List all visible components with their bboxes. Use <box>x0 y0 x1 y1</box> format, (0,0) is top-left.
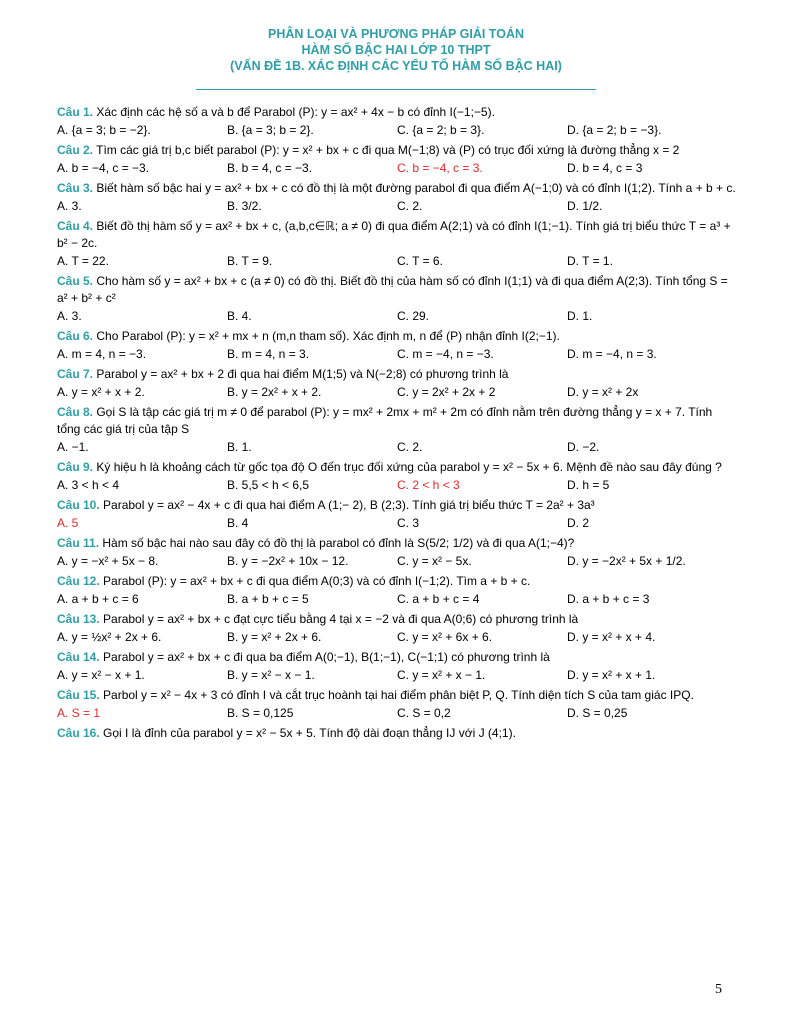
question-label: Câu 4. <box>57 219 94 233</box>
answer-option[interactable]: B. y = x² − x − 1. <box>227 668 315 682</box>
answer-option[interactable]: A. {a = 3; b = −2}. <box>57 123 151 137</box>
answer-option[interactable]: D. {a = 2; b = −3}. <box>567 123 662 137</box>
answer-options <box>57 346 737 363</box>
question-item <box>57 180 737 215</box>
question-label: Câu 8. <box>57 405 94 419</box>
question-text: Parabol y = ax² + bx + c đi qua ba điểm A(0;−1), B(1;−1), C(−1;1) có phương trình là <box>99 650 550 664</box>
answer-option[interactable]: B. 1. <box>227 440 252 454</box>
question-label: Câu 14. <box>57 650 100 664</box>
answer-option[interactable]: C. a + b + c = 4 <box>397 592 480 606</box>
answer-option[interactable]: C. 2. <box>397 199 423 213</box>
question-label: Câu 13. <box>57 612 100 626</box>
answer-option[interactable]: C. y = x² + x − 1. <box>397 668 486 682</box>
answer-option[interactable]: C. 3 <box>397 516 420 530</box>
question-text: Cho Parabol (P): y = x² + mx + n (m,n tham số). Xác định m, n để (P) nhận đỉnh I(2;−1). <box>93 329 560 343</box>
answer-option[interactable]: A. T = 22. <box>57 254 109 268</box>
answer-option[interactable]: D. y = x² + x + 1. <box>567 668 656 682</box>
answer-option[interactable]: B. y = x² + 2x + 6. <box>227 630 322 644</box>
answer-option[interactable]: C. {a = 2; b = 3}. <box>397 123 485 137</box>
question-text: Parbol y = x² − 4x + 3 có đỉnh I và cắt trục hoành tại hai điểm phân biệt P, Q. Tính diện tích S của tam giác IPQ. <box>99 688 694 702</box>
question-list <box>57 104 737 745</box>
question-item <box>57 459 737 494</box>
answer-option[interactable]: D. S = 0,25 <box>567 706 628 720</box>
question-text: Hàm số bậc hai nào sau đây có đồ thị là parabol có đỉnh là S(5/2; 1/2) và đi qua A(1;−4)? <box>99 536 575 550</box>
question-text: Parabol (P): y = ax² + bx + c đi qua điểm A(0;3) và có đỉnh I(−1;2). Tìm a + b + c. <box>99 574 531 588</box>
question-stem <box>57 218 737 252</box>
answer-option[interactable]: C. m = −4, n = −3. <box>397 347 494 361</box>
answer-option[interactable]: B. 3/2. <box>227 199 262 213</box>
answer-option[interactable]: A. y = ½x² + 2x + 6. <box>57 630 162 644</box>
answer-option[interactable]: B. {a = 3; b = 2}. <box>227 123 314 137</box>
question-label: Câu 9. <box>57 460 94 474</box>
answer-option[interactable]: C. y = x² − 5x. <box>397 554 472 568</box>
question-text: Parabol y = ax² + bx + c đạt cực tiểu bằng 4 tại x = −2 và đi qua A(0;6) có phương trình là <box>99 612 579 626</box>
question-item <box>57 535 737 570</box>
answer-options <box>57 439 737 456</box>
question-stem <box>57 404 737 438</box>
question-stem <box>57 366 737 383</box>
question-stem <box>57 497 737 514</box>
answer-option[interactable]: D. a + b + c = 3 <box>567 592 650 606</box>
answer-option[interactable]: D. y = −2x² + 5x + 1/2. <box>567 554 686 568</box>
question-stem <box>57 649 737 666</box>
question-stem <box>57 459 737 476</box>
question-text: Biết hàm số bậc hai y = ax² + bx + c có đồ thị là một đường parabol đi qua điểm A(−1;0) và có đỉnh I(1;2). Tính a + b + c. <box>93 181 736 195</box>
question-label: Câu 3. <box>57 181 94 195</box>
question-stem <box>57 142 737 159</box>
answer-option[interactable]: B. a + b + c = 5 <box>227 592 309 606</box>
question-label: Câu 1. <box>57 105 94 119</box>
answer-option[interactable]: D. −2. <box>567 440 600 454</box>
question-item <box>57 142 737 177</box>
answer-options <box>57 308 737 325</box>
answer-options <box>57 591 737 608</box>
answer-options <box>57 122 737 139</box>
question-item <box>57 497 737 532</box>
question-item <box>57 218 737 270</box>
answer-options <box>57 160 737 177</box>
answer-option[interactable]: A. m = 4, n = −3. <box>57 347 147 361</box>
answer-option[interactable]: B. y = −2x² + 10x − 12. <box>227 554 349 568</box>
answer-option[interactable]: C. S = 0,2 <box>397 706 451 720</box>
answer-option[interactable]: B. y = 2x² + x + 2. <box>227 385 322 399</box>
answer-options <box>57 705 737 722</box>
answer-option[interactable]: D. 1. <box>567 309 593 323</box>
question-item <box>57 273 737 325</box>
answer-option[interactable]: A. a + b + c = 6 <box>57 592 139 606</box>
answer-options <box>57 253 737 270</box>
question-item <box>57 404 737 456</box>
answer-option[interactable]: B. 4. <box>227 309 252 323</box>
answer-option[interactable]: D. h = 5 <box>567 478 610 492</box>
answer-option[interactable]: C. 29. <box>397 309 430 323</box>
question-stem <box>57 687 737 704</box>
answer-option[interactable]: B. b = 4, c = −3. <box>227 161 313 175</box>
answer-option[interactable]: A. y = x² − x + 1. <box>57 668 145 682</box>
answer-option[interactable]: B. 5,5 < h < 6,5 <box>227 478 310 492</box>
answer-options <box>57 198 737 215</box>
question-item <box>57 649 737 684</box>
answer-option[interactable]: A. −1. <box>57 440 89 454</box>
question-text: Xác định các hệ số a và b để Parabol (P): y = ax² + 4x − b có đỉnh I(−1;−5). <box>93 105 495 119</box>
answer-option[interactable]: C. y = 2x² + 2x + 2 <box>397 385 496 399</box>
question-label: Câu 12. <box>57 574 100 588</box>
answer-option[interactable]: D. y = x² + x + 4. <box>567 630 656 644</box>
header-divider <box>196 89 596 90</box>
answer-option[interactable]: B. T = 9. <box>227 254 273 268</box>
answer-option[interactable]: B. m = 4, n = 3. <box>227 347 310 361</box>
answer-option[interactable]: A. b = −4, c = −3. <box>57 161 150 175</box>
question-label: Câu 7. <box>57 367 94 381</box>
answer-option[interactable]: A. 3 < h < 4 <box>57 478 120 492</box>
answer-option[interactable]: A. y = x² + x + 2. <box>57 385 145 399</box>
answer-option[interactable]: D. 1/2. <box>567 199 603 213</box>
question-stem <box>57 535 737 552</box>
answer-option[interactable]: C. T = 6. <box>397 254 443 268</box>
answer-option[interactable]: C. 2. <box>397 440 423 454</box>
answer-options <box>57 477 737 494</box>
answer-option[interactable]: D. m = −4, n = 3. <box>567 347 657 361</box>
answer-option[interactable]: A. y = −x² + 5x − 8. <box>57 554 159 568</box>
answer-option[interactable]: A. 3. <box>57 309 82 323</box>
document-header <box>0 26 792 74</box>
answer-options <box>57 384 737 401</box>
question-item <box>57 573 737 608</box>
answer-options <box>57 667 737 684</box>
question-text: Ký hiệu h là khoảng cách từ gốc tọa độ O đến trục đối xứng của parabol y = x² − 5x + 6. Mệnh đề nào sau đây đúng ? <box>93 460 722 474</box>
question-item <box>57 366 737 401</box>
question-label: Câu 5. <box>57 274 94 288</box>
answer-options <box>57 553 737 570</box>
question-label: Câu 16. <box>57 726 100 740</box>
question-item <box>57 328 737 363</box>
question-text: Biết đồ thị hàm số y = ax² + bx + c, (a,b,c∈ℝ; a ≠ 0) đi qua điểm A(2;1) và có đỉnh I(1;−1). Tính giá trị biểu thức T = a³ + b² − 2c. <box>57 219 731 250</box>
question-text: Gọi I là đỉnh của parabol y = x² − 5x + 5. Tính độ dài đoạn thẳng IJ với J (4;1). <box>99 726 516 740</box>
answer-option[interactable]: C. y = x² + 6x + 6. <box>397 630 493 644</box>
answer-option[interactable]: B. 4 <box>227 516 249 530</box>
question-label: Câu 2. <box>57 143 94 157</box>
header-title: PHÂN LOẠI VÀ PHƯƠNG PHÁP GIẢI TOÁN <box>267 27 524 41</box>
answer-option[interactable]: D. T = 1. <box>567 254 613 268</box>
page-number: 5 <box>715 982 722 997</box>
question-text: Tìm các giá trị b,c biết parabol (P): y = x² + bx + c đi qua M(−1;8) và (P) có trục đối xứng là đường thẳng x = 2 <box>93 143 680 157</box>
answer-option[interactable]: A. S = 1 <box>57 706 101 720</box>
answer-option[interactable]: D. b = 4, c = 3 <box>567 161 643 175</box>
question-label: Câu 6. <box>57 329 94 343</box>
header-topic: (VẤN ĐỀ 1B. XÁC ĐỊNH CÁC YẾU TỐ HÀM SỐ BẬC HAI) <box>230 59 562 73</box>
question-item <box>57 611 737 646</box>
question-text: Parabol y = ax² − 4x + c đi qua hai điểm A (1;− 2), B (2;3). Tính giá trị biểu thức T = 2a² + 3a³ <box>99 498 595 512</box>
question-label: Câu 15. <box>57 688 100 702</box>
answer-option[interactable]: D. 2 <box>567 516 590 530</box>
question-label: Câu 10. <box>57 498 100 512</box>
answer-option[interactable]: A. 5 <box>57 516 79 530</box>
question-text: Parabol y = ax² + bx + 2 đi qua hai điểm M(1;5) và N(−2;8) có phương trình là <box>93 367 509 381</box>
question-item <box>57 687 737 722</box>
question-text: Gọi S là tập các giá trị m ≠ 0 để parabol (P): y = mx² + 2mx + m² + 2m có đỉnh nằm trên đường thẳng y = x + 7. Tính tổng các giá trị của tập S <box>57 405 713 436</box>
question-stem <box>57 180 737 197</box>
question-stem <box>57 573 737 590</box>
question-item <box>57 104 737 139</box>
question-label: Câu 11. <box>57 536 100 550</box>
answer-options <box>57 515 737 532</box>
answer-option[interactable]: C. 2 < h < 3 <box>397 478 460 492</box>
question-item <box>57 725 737 742</box>
question-stem <box>57 104 737 121</box>
answer-option[interactable]: B. S = 0,125 <box>227 706 294 720</box>
answer-options <box>57 629 737 646</box>
question-text: Cho hàm số y = ax² + bx + c (a ≠ 0) có đồ thị. Biết đồ thị của hàm số có đỉnh I(1;1) và đi qua điểm A(2;3). Tính tổng S = a² + b² + c² <box>57 274 728 305</box>
answer-option[interactable]: A. 3. <box>57 199 82 213</box>
answer-option[interactable]: C. b = −4, c = 3. <box>397 161 483 175</box>
question-stem <box>57 273 737 307</box>
answer-option[interactable]: D. y = x² + 2x <box>567 385 639 399</box>
header-subtitle: HÀM SỐ BẬC HAI LỚP 10 THPT <box>301 43 491 57</box>
question-stem <box>57 725 737 742</box>
question-stem <box>57 328 737 345</box>
question-stem <box>57 611 737 628</box>
